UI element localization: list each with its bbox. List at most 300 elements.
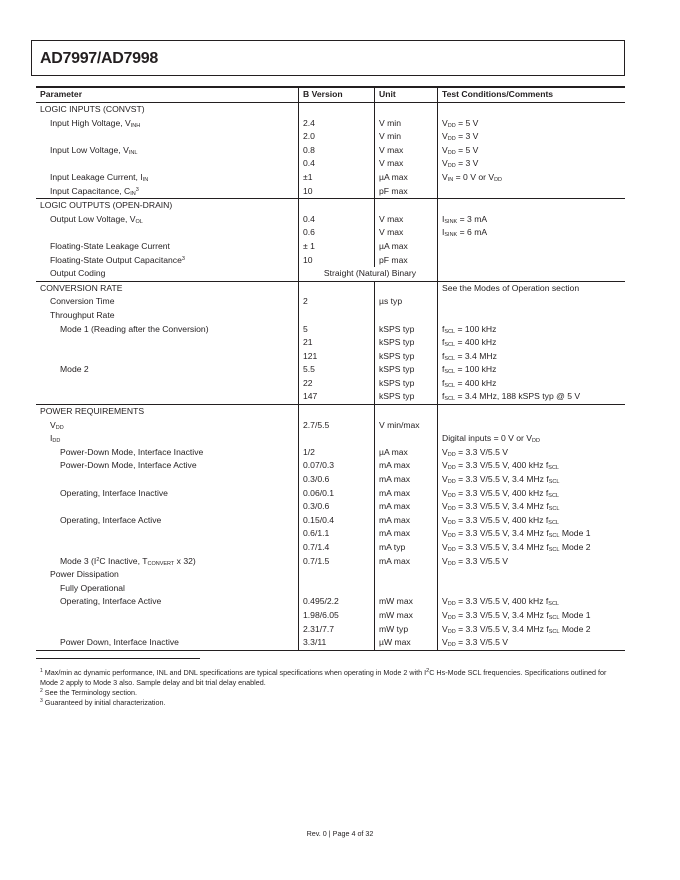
condition-text-continued: = 3 V (455, 158, 479, 169)
cell-b-version: 0.3/0.6 (299, 473, 375, 487)
cell-test-conditions (438, 582, 626, 596)
condition-subscript: SCL (548, 492, 559, 499)
condition-text: V (442, 460, 448, 471)
cell-b-version: 0.6/1.1 (299, 527, 375, 541)
cell-b-version: 0.07/0.3 (299, 459, 375, 473)
parameter-text: Operating, Interface Inactive (60, 487, 168, 498)
footnote-3 (40, 698, 620, 708)
cell-unit: kSPS typ (375, 377, 438, 391)
condition-subscript: DD (447, 560, 456, 567)
cell-unit: mA typ (375, 541, 438, 555)
specifications-table (36, 86, 625, 651)
cell-parameter (36, 309, 299, 323)
parameter-text: Input High Voltage, V (50, 117, 131, 128)
table-row (36, 432, 625, 446)
cell-unit: mW typ (375, 623, 438, 637)
cell-b-version: 121 (299, 350, 375, 364)
footnote-text: Guaranteed by initial characterization. (44, 698, 166, 707)
cell-test-conditions (438, 157, 626, 171)
cell-test-conditions (438, 309, 626, 323)
parameter-subscript: DD (55, 424, 64, 431)
cell-parameter (36, 555, 299, 569)
cell-b-version (299, 309, 375, 323)
cell-b-version: ±1 (299, 171, 375, 185)
table-row (36, 157, 625, 171)
condition-subscript: DD (447, 479, 456, 486)
table-row (36, 595, 625, 609)
cell-unit: kSPS typ (375, 336, 438, 350)
cell-b-version (299, 568, 375, 582)
condition-subscript: SCL (548, 547, 560, 553)
cell-b-version (299, 103, 375, 117)
condition-subscript: SCL (444, 342, 456, 349)
condition-subscript: SINK (444, 218, 458, 225)
condition-text-continued: = 0 V or V (453, 171, 495, 182)
parameter-text: Conversion Time (50, 296, 115, 307)
parameter-text: Power-Down Mode, Interface Inactive (60, 446, 204, 457)
cell-parameter (36, 336, 299, 350)
condition-subscript: DD (447, 163, 456, 170)
cell-unit: V min (375, 117, 438, 131)
page-header (31, 40, 625, 76)
parameter-text: Input Capacitance, C (50, 185, 131, 196)
condition-text-continued: = 3.3 V/5.5 V (455, 446, 509, 457)
cell-parameter (36, 267, 299, 281)
column-header-test-conditions: Test Conditions/Comments (438, 87, 626, 103)
cell-parameter (36, 240, 299, 254)
condition-text: V (442, 555, 448, 566)
condition-text-continued: = 3.3 V/5.5 V (455, 555, 509, 566)
condition-text-continued: = 3.3 V/5.5 V, 400 kHz f (455, 460, 549, 471)
cell-unit (375, 568, 438, 582)
table-row (36, 254, 625, 268)
cell-b-version: 0.8 (299, 144, 375, 158)
cell-test-conditions (438, 595, 626, 609)
parameter-text: I (50, 433, 53, 444)
cell-unit: mA max (375, 473, 438, 487)
condition-text-end: Mode 2 (559, 623, 591, 634)
condition-text: f (442, 323, 445, 334)
cell-b-version: 1/2 (299, 446, 375, 460)
cell-b-version: ± 1 (299, 240, 375, 254)
condition-text: V (442, 528, 448, 539)
parameter-text: Throughput Rate (50, 309, 115, 320)
table-row (36, 419, 625, 433)
cell-unit: kSPS typ (375, 363, 438, 377)
condition-subscript: IN (447, 176, 454, 183)
table-row (36, 446, 625, 460)
parameter-text: Input Low Voltage, V (50, 144, 129, 155)
table-row (36, 582, 625, 596)
condition-subscript: DD (494, 176, 503, 183)
cell-parameter (36, 527, 299, 541)
cell-parameter (36, 446, 299, 460)
cell-parameter (36, 595, 299, 609)
cell-test-conditions (438, 500, 626, 514)
condition-text-continued: = 3.3 V/5.5 V, 3.4 MHz f (455, 542, 549, 552)
table-row (36, 459, 625, 473)
cell-b-version: 0.4 (299, 157, 375, 171)
parameter-text: Power Dissipation (50, 569, 119, 580)
footnote-1 (40, 668, 620, 688)
section-header-row (36, 281, 625, 295)
cell-parameter (36, 390, 299, 404)
cell-b-version: 0.3/0.6 (299, 500, 375, 514)
table-row (36, 226, 625, 240)
condition-subscript: SCL (444, 328, 456, 335)
parameter-text: Power-Down Mode, Interface Active (60, 460, 197, 471)
parameter-text: CONVERSION RATE (40, 282, 123, 293)
cell-parameter (36, 541, 299, 555)
cell-test-conditions (438, 432, 626, 446)
condition-subscript: DD (447, 136, 456, 143)
condition-subscript: SCL (444, 369, 456, 376)
condition-subscript: SCL (444, 396, 456, 403)
cell-test-conditions (438, 568, 626, 582)
condition-subscript: DD (447, 628, 456, 635)
table-row (36, 185, 625, 199)
condition-text: V (442, 131, 448, 142)
parameter-text: Operating, Interface Active (60, 596, 162, 607)
parameter-superscript: 3 (181, 255, 185, 262)
parameter-text: Output Low Voltage, V (50, 213, 136, 224)
cell-unit: mW max (375, 595, 438, 609)
cell-unit: mA max (375, 527, 438, 541)
condition-subscript: SCL (548, 479, 560, 486)
cell-b-version (299, 281, 375, 295)
footnotes (40, 668, 620, 708)
table-row (36, 171, 625, 185)
condition-text-end: Mode 1 (559, 609, 591, 620)
column-header-b-version: B Version (299, 87, 375, 103)
parameter-subscript: OL (135, 218, 143, 225)
condition-subscript: DD (447, 492, 456, 499)
cell-unit: mA max (375, 459, 438, 473)
condition-text-continued: = 5 V (455, 144, 479, 155)
table-row (36, 514, 625, 528)
parameter-text: Fully Operational (60, 582, 125, 593)
cell-test-conditions (438, 555, 626, 569)
cell-b-version: 3.3/11 (299, 636, 375, 650)
table-row (36, 323, 625, 337)
table-row (36, 336, 625, 350)
condition-subscript: SCL (444, 382, 456, 389)
parameter-text: Mode 1 (Reading after the Conversion) (60, 323, 209, 334)
cell-parameter (36, 226, 299, 240)
cell-test-conditions (438, 609, 626, 623)
table-row (36, 309, 625, 323)
cell-test-conditions (438, 267, 626, 281)
cell-test-conditions (438, 226, 626, 240)
parameter-text: Output Coding (50, 268, 106, 279)
cell-parameter (36, 636, 299, 650)
parameter-text-end: x 32) (174, 555, 196, 566)
cell-parameter (36, 350, 299, 364)
condition-text: V (442, 487, 448, 498)
parameter-text: Operating, Interface Active (60, 514, 162, 525)
condition-text-continued: = 100 kHz (455, 323, 497, 334)
table-header-row (36, 87, 625, 103)
parameter-text: Power Down, Interface Inactive (60, 637, 179, 648)
cell-parameter (36, 295, 299, 309)
cell-parameter (36, 405, 299, 419)
cell-unit: µW max (375, 636, 438, 650)
parameter-subscript: INH (130, 122, 141, 129)
cell-b-version (299, 582, 375, 596)
cell-unit (375, 432, 438, 446)
cell-unit: V min/max (375, 419, 438, 433)
condition-text-end: Mode 2 (559, 542, 591, 552)
condition-subscript: DD (447, 642, 456, 649)
cell-unit (375, 281, 438, 295)
cell-test-conditions (438, 185, 626, 199)
cell-unit: kSPS typ (375, 323, 438, 337)
condition-text: f (442, 350, 445, 361)
cell-b-version: 1.98/6.05 (299, 609, 375, 623)
cell-parameter (36, 323, 299, 337)
cell-test-conditions (438, 419, 626, 433)
table-row (36, 295, 625, 309)
table-row (36, 363, 625, 377)
condition-text: V (442, 623, 448, 634)
condition-subscript: SCL (444, 355, 456, 362)
parameter-text: Mode 2 (60, 364, 89, 375)
document-title: AD7997/AD7998 (40, 50, 158, 67)
footnote-text-continued: C Hs-Mode SCL frequencies. Specifications outlined for Mode 2 apply to Mode 3 also. Sample delay and bit trial delay enabled. (40, 668, 607, 687)
cell-test-conditions (438, 541, 626, 555)
footnote-divider (36, 658, 200, 659)
condition-text: V (442, 542, 448, 552)
cell-parameter (36, 377, 299, 391)
cell-unit: mA max (375, 555, 438, 569)
cell-b-version: 0.7/1.4 (299, 541, 375, 555)
parameter-superscript: 3 (135, 186, 139, 193)
cell-unit: kSPS typ (375, 350, 438, 364)
cell-test-conditions (438, 636, 626, 650)
parameter-subscript: IN (142, 176, 149, 183)
condition-text-continued: = 3.4 MHz, 188 kSPS typ @ 5 V (455, 391, 581, 402)
condition-text: V (442, 596, 448, 607)
table-row (36, 117, 625, 131)
cell-test-conditions (438, 363, 626, 377)
cell-parameter (36, 117, 299, 131)
parameter-subscript: DD (52, 438, 61, 445)
cell-parameter (36, 281, 299, 295)
condition-text: f (442, 337, 445, 348)
cell-test-conditions (438, 103, 626, 117)
cell-parameter (36, 213, 299, 227)
cell-test-conditions (438, 171, 626, 185)
condition-text: Digital inputs = 0 V or V (442, 433, 533, 444)
cell-test-conditions (438, 514, 626, 528)
cell-b-version (299, 432, 375, 446)
condition-text: V (442, 158, 448, 169)
cell-b-version: 2.31/7.7 (299, 623, 375, 637)
condition-text-continued: = 6 mA (457, 227, 488, 238)
cell-test-conditions (438, 254, 626, 268)
condition-subscript: DD (447, 519, 456, 526)
condition-subscript: DD (447, 601, 456, 608)
condition-text: See the Modes of Operation section (442, 282, 580, 293)
condition-text-continued: = 3.3 V/5.5 V, 3.4 MHz f (455, 609, 549, 620)
cell-parameter (36, 144, 299, 158)
cell-parameter (36, 199, 299, 213)
cell-unit: µA max (375, 240, 438, 254)
cell-test-conditions (438, 377, 626, 391)
condition-text: f (442, 391, 445, 402)
condition-subscript: DD (447, 533, 456, 540)
condition-subscript: DD (447, 451, 456, 458)
cell-test-conditions (438, 459, 626, 473)
cell-b-version: 0.15/0.4 (299, 514, 375, 528)
cell-unit (375, 309, 438, 323)
cell-b-version: 5 (299, 323, 375, 337)
cell-b-version: 2.7/5.5 (299, 419, 375, 433)
table-row (36, 144, 625, 158)
cell-parameter (36, 487, 299, 501)
cell-parameter (36, 623, 299, 637)
condition-subscript: SINK (444, 232, 458, 239)
cell-parameter (36, 185, 299, 199)
cell-unit: mA max (375, 514, 438, 528)
footnote-text: Max/min ac dynamic performance, INL and DNL specifications are typical specifications when operating in Mode 2 with I (44, 668, 427, 677)
cell-test-conditions (438, 473, 626, 487)
cell-unit: µA max (375, 171, 438, 185)
cell-parameter (36, 419, 299, 433)
table-row (36, 541, 625, 555)
condition-text: V (442, 637, 448, 648)
table-row (36, 487, 625, 501)
table-row (36, 213, 625, 227)
section-header-row (36, 199, 625, 213)
parameter-text: Floating-State Leakage Current (50, 240, 170, 251)
cell-unit (375, 199, 438, 213)
condition-text: I (442, 213, 445, 224)
cell-unit: V min (375, 130, 438, 144)
cell-test-conditions (438, 281, 626, 295)
cell-test-conditions (438, 213, 626, 227)
cell-unit: V max (375, 213, 438, 227)
condition-subscript: DD (447, 547, 456, 553)
cell-b-version (299, 405, 375, 419)
condition-text: V (442, 171, 448, 182)
cell-b-version: 0.4 (299, 213, 375, 227)
cell-test-conditions (438, 623, 626, 637)
condition-text-continued: = 3.3 V/5.5 V, 400 kHz f (455, 514, 549, 525)
condition-subscript: DD (447, 506, 456, 513)
table-row (36, 636, 625, 650)
table-row (36, 623, 625, 637)
cell-parameter (36, 609, 299, 623)
cell-test-conditions (438, 295, 626, 309)
cell-b-version: 2 (299, 295, 375, 309)
cell-b-version: 0.6 (299, 226, 375, 240)
cell-unit: pF max (375, 185, 438, 199)
cell-unit: mA max (375, 487, 438, 501)
cell-test-conditions (438, 130, 626, 144)
cell-unit (375, 103, 438, 117)
column-header-unit: Unit (375, 87, 438, 103)
cell-unit: mW max (375, 609, 438, 623)
cell-b-version-unit-span: Straight (Natural) Binary (299, 267, 438, 281)
condition-subscript: DD (447, 122, 456, 129)
cell-unit: µA max (375, 446, 438, 460)
condition-text-continued: = 3.3 V/5.5 V, 3.4 MHz f (455, 501, 549, 512)
condition-text-continued: = 3 V (455, 131, 479, 142)
condition-subscript: SCL (548, 506, 560, 513)
cell-test-conditions (438, 527, 626, 541)
cell-parameter (36, 568, 299, 582)
cell-test-conditions (438, 350, 626, 364)
condition-text: f (442, 364, 445, 375)
condition-subscript: DD (532, 438, 540, 445)
cell-b-version: 0.06/0.1 (299, 487, 375, 501)
condition-text: V (442, 609, 448, 620)
table-row (36, 390, 625, 404)
cell-b-version: 10 (299, 185, 375, 199)
footnote-number: 1 (40, 668, 43, 674)
condition-subscript: SCL (548, 533, 560, 540)
section-header-row (36, 103, 625, 117)
table-row (36, 527, 625, 541)
table-row (36, 473, 625, 487)
parameter-subscript: CONVERT (147, 560, 175, 567)
cell-b-version: 2.4 (299, 117, 375, 131)
condition-text-continued: = 400 kHz (455, 377, 497, 388)
condition-text: f (442, 377, 445, 388)
condition-text-continued: = 100 kHz (455, 364, 497, 375)
parameter-superscript: 2 (96, 556, 100, 563)
condition-text: V (442, 446, 448, 457)
parameter-text: Mode 3 (I (60, 555, 97, 566)
table-row (36, 555, 625, 569)
condition-subscript: DD (447, 614, 456, 621)
cell-unit (375, 405, 438, 419)
cell-unit: µs typ (375, 295, 438, 309)
condition-text-continued: = 5 V (455, 117, 479, 128)
page-footer: Rev. 0 | Page 4 of 32 (306, 829, 374, 838)
cell-parameter (36, 157, 299, 171)
cell-test-conditions (438, 487, 626, 501)
table-row (36, 350, 625, 364)
table-body (36, 103, 625, 651)
footnote-superscript: 2 (426, 668, 430, 674)
table-row (36, 240, 625, 254)
table-row (36, 377, 625, 391)
cell-parameter (36, 171, 299, 185)
cell-b-version: 22 (299, 377, 375, 391)
parameter-subscript: INL (128, 149, 138, 156)
column-header-parameter: Parameter (36, 87, 299, 103)
parameter-subscript: IN (130, 190, 136, 197)
condition-text-continued: = 3.3 V/5.5 V (455, 637, 509, 648)
cell-parameter (36, 363, 299, 377)
parameter-text: Floating-State Output Capacitance (50, 254, 182, 265)
cell-parameter (36, 432, 299, 446)
parameter-text: LOGIC OUTPUTS (OPEN-DRAIN) (40, 200, 173, 211)
cell-b-version: 0.495/2.2 (299, 595, 375, 609)
cell-test-conditions (438, 390, 626, 404)
footnote-text: See the Terminology section. (44, 688, 137, 697)
cell-unit: V max (375, 144, 438, 158)
condition-subscript: SCL (548, 519, 559, 526)
cell-b-version: 147 (299, 390, 375, 404)
condition-text-continued: = 3.3 V/5.5 V, 400 kHz f (455, 487, 549, 498)
cell-parameter (36, 514, 299, 528)
table-row (36, 568, 625, 582)
cell-parameter (36, 500, 299, 514)
table-row (36, 500, 625, 514)
